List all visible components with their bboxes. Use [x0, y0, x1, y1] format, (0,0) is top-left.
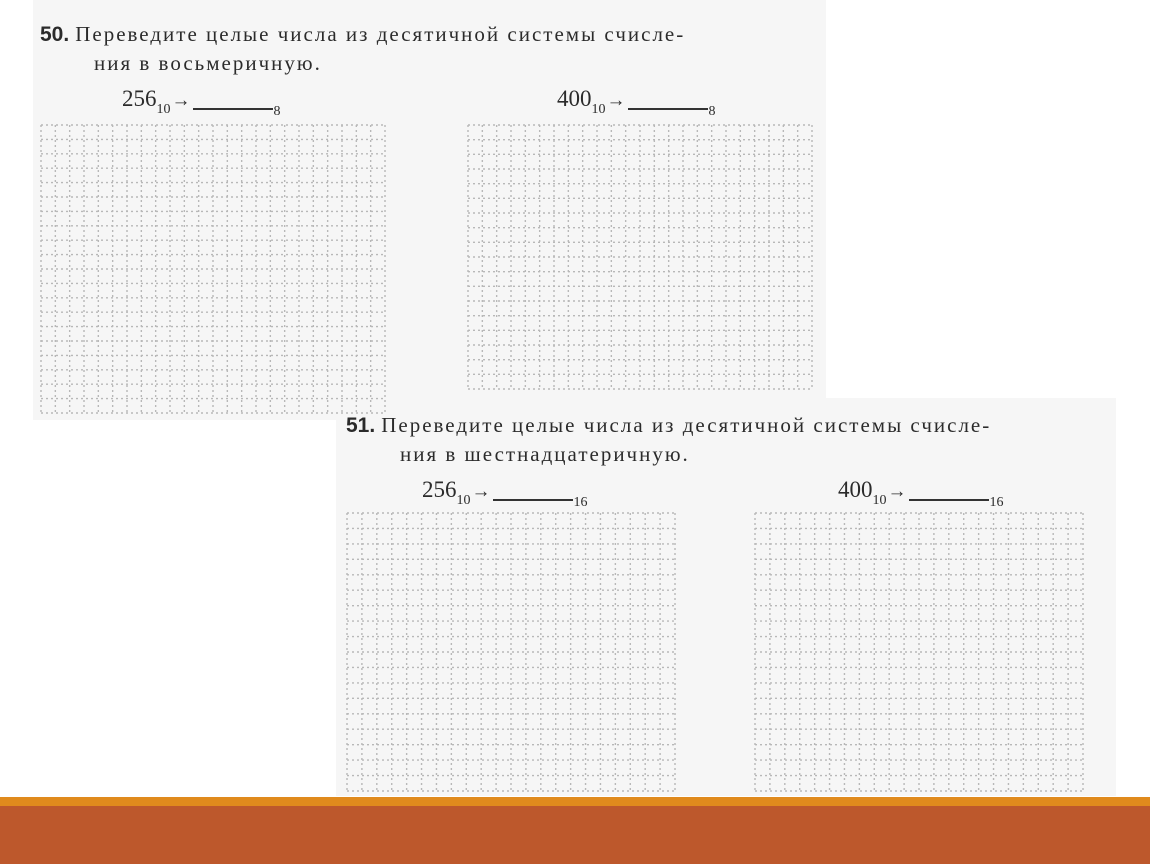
conversion-to-base: 16 — [989, 495, 1004, 510]
conversion-value: 256 — [122, 86, 157, 111]
task-50-line2: ния в восьмеричную. — [94, 51, 322, 75]
task-51-grid-1[interactable] — [346, 512, 676, 792]
task-50-conversion-1 — [122, 86, 281, 119]
arrow-icon: → — [471, 481, 491, 502]
task-51-grid-2[interactable] — [754, 512, 1084, 792]
task-51-line1: Переведите целые числа из десятичной системы счисле- — [381, 413, 992, 437]
task-51-line2: ния в шестнадцатеричную. — [400, 442, 690, 466]
conversion-value: 400 — [557, 86, 592, 111]
conversion-value: 256 — [422, 477, 457, 502]
conversion-from-base: 10 — [456, 493, 471, 508]
task-51-number: 51. — [346, 414, 376, 437]
task-50-text — [40, 20, 685, 77]
answer-blank[interactable] — [493, 499, 573, 501]
task-50-number: 50. — [40, 23, 70, 46]
arrow-icon: → — [887, 481, 907, 502]
arrow-icon: → — [171, 90, 191, 111]
task-51-conversion-1 — [422, 477, 588, 510]
task-51-conversion-2 — [838, 477, 1004, 510]
conversion-to-base: 16 — [573, 495, 588, 510]
task-50-grid-1[interactable] — [40, 124, 386, 414]
task-50-conversion-2 — [557, 86, 716, 119]
footer-accent-stripe — [0, 797, 1150, 806]
conversion-from-base: 10 — [156, 102, 171, 117]
task-51-text — [346, 411, 991, 468]
arrow-icon: → — [606, 90, 626, 111]
task-50-grid-2[interactable] — [467, 124, 813, 390]
answer-blank[interactable] — [628, 108, 708, 110]
answer-blank[interactable] — [909, 499, 989, 501]
conversion-to-base: 8 — [708, 104, 716, 119]
conversion-from-base: 10 — [872, 493, 887, 508]
footer-bar — [0, 806, 1150, 864]
answer-blank[interactable] — [193, 108, 273, 110]
conversion-to-base: 8 — [273, 104, 281, 119]
conversion-from-base: 10 — [591, 102, 606, 117]
conversion-value: 400 — [838, 477, 873, 502]
task-50-line1: Переведите целые числа из десятичной системы счисле- — [75, 22, 686, 46]
